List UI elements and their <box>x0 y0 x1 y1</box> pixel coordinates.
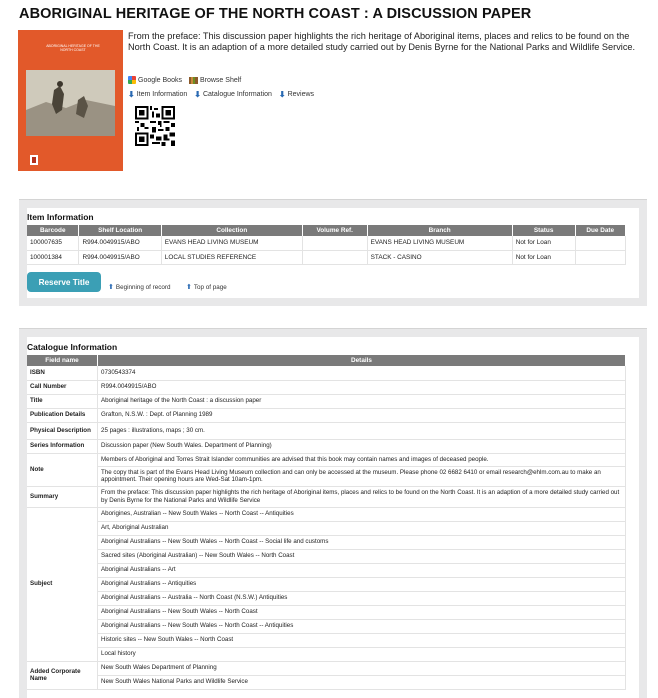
table-row <box>27 549 626 563</box>
arrow-down-icon: ⬇ <box>194 90 201 99</box>
links-row-external <box>128 76 248 84</box>
table-row <box>27 619 626 633</box>
table-row <box>27 577 626 591</box>
table-row: 100001384 R994.0049915/ABO LOCAL STUDIES REFERENCE STACK - CASINO Not for Loan <box>27 250 626 264</box>
google-icon <box>128 76 136 84</box>
col-barcode: Barcode <box>27 225 79 236</box>
table-row: Note Members of Aboriginal and Torres Strait Islander communities are advised that this book may contain names and images of deceased people. <box>27 453 626 466</box>
subject-link[interactable]: Aboriginal Australians -- Art <box>98 563 626 577</box>
table-row <box>27 521 626 535</box>
catalogue-information-heading: Catalogue Information <box>27 342 118 352</box>
table-row <box>27 591 626 605</box>
table-row: Summary From the preface: This discussion paper highlights the rich heritage of Aboriginal items, places and relics to be found on the North Coast. It is an adaption of a more detailed study carried out by Denis Byrne for the National Parks and Wildlife Service <box>27 486 626 507</box>
subject-link[interactable]: Historic sites -- New South Wales -- North Coast <box>98 633 626 647</box>
catalogue-table <box>27 355 626 690</box>
arrow-up-icon: ⬆ <box>186 284 192 291</box>
corporate-name-link[interactable]: New South Wales National Parks and Wildlife Service <box>98 675 626 689</box>
subject-link[interactable]: Aborigines, Australian -- New South Wales -- North Coast -- Antiquities <box>98 507 626 521</box>
reserve-title-button[interactable]: Reserve Title <box>27 272 101 292</box>
catalogue-information-link[interactable]: ⬇ Catalogue Information <box>194 90 272 99</box>
col-collection: Collection <box>161 225 302 236</box>
col-details: Details <box>98 355 626 366</box>
table-row: Series Information Discussion paper (New South Wales. Department of Planning) <box>27 439 626 453</box>
qr-code-icon <box>135 106 175 146</box>
subject-link[interactable]: Aboriginal Australians -- New South Wales -- North Coast <box>98 605 626 619</box>
table-row: Call Number R994.0049915/ABO <box>27 380 626 394</box>
cover-photo <box>26 70 115 136</box>
col-field-name: Field name <box>27 355 98 366</box>
reviews-link[interactable]: ⬇ Reviews <box>278 90 315 99</box>
corporate-name-link[interactable]: New South Wales Department of Planning <box>98 661 626 675</box>
table-row <box>27 647 626 661</box>
subject-link[interactable]: Art, Aboriginal Australian <box>98 521 626 535</box>
table-row: Publication Details Grafton, N.S.W. : Dept. of Planning 1989 <box>27 408 626 422</box>
preface-text: From the preface: This discussion paper highlights the rich heritage of Aboriginal items, places and relics to be found on the North Coast. It is an adaption of a more detailed study carried out by Denis Byrne for the National Parks and Wildlife Service. <box>128 31 636 53</box>
col-due-date: Due Date <box>575 225 625 236</box>
table-row <box>27 633 626 647</box>
browse-shelf-link[interactable]: Browse Shelf <box>189 77 241 84</box>
arrow-up-icon: ⬆ <box>108 284 114 291</box>
book-cover-image[interactable] <box>18 30 123 171</box>
subject-link[interactable]: Aboriginal Australians -- New South Wales -- North Coast -- Social life and customs <box>98 535 626 549</box>
arrow-down-icon: ⬇ <box>128 90 135 99</box>
beginning-of-record-link[interactable]: ⬆ Beginning of record <box>108 283 171 291</box>
links-row-sections <box>128 90 321 99</box>
table-row <box>27 605 626 619</box>
col-shelf-location: Shelf Location <box>79 225 161 236</box>
table-row: Title Aboriginal heritage of the North Coast : a discussion paper <box>27 394 626 408</box>
table-row: ISBN 0730543374 <box>27 366 626 380</box>
table-row <box>27 535 626 549</box>
page-title: ABORIGINAL HERITAGE OF THE NORTH COAST : A DISCUSSION PAPER <box>19 6 532 22</box>
cover-title: ABORIGINAL HERITAGE OF THE NORTH COAST <box>46 44 100 52</box>
top-of-page-link[interactable]: ⬆ Top of page <box>186 283 227 291</box>
col-volume-ref: Volume Ref. <box>302 225 367 236</box>
table-row: Subject Aborigines, Australian -- New South Wales -- North Coast -- Antiquities <box>27 507 626 521</box>
item-information-heading: Item Information <box>27 212 94 222</box>
subject-link[interactable]: Aboriginal Australians -- Antiquities <box>98 577 626 591</box>
table-row: The copy that is part of the Evans Head Living Museum collection and can only be accessed at the museum. Please phone 02 6682 6410 or email research@ehlm.com.au to make an appointment. Their opening hours are Wed-Sat 10am-1pm. <box>27 466 626 486</box>
item-information-link[interactable]: ⬇ Item Information <box>128 90 188 99</box>
subject-link[interactable]: Local history <box>98 647 626 661</box>
subject-link[interactable]: Aboriginal Australians -- Australia -- North Coast (N.S.W.) Antiquities <box>98 591 626 605</box>
shelf-icon <box>189 77 198 84</box>
subject-link[interactable]: Sacred sites (Aboriginal Australian) -- New South Wales -- North Coast <box>98 549 626 563</box>
google-books-link[interactable]: Google Books <box>128 76 182 84</box>
item-table <box>27 225 626 265</box>
arrow-down-icon: ⬇ <box>278 90 286 99</box>
table-row <box>27 675 626 689</box>
cover-logo <box>30 155 38 165</box>
subject-link[interactable]: Aboriginal Australians -- New South Wales -- North Coast -- Antiquities <box>98 619 626 633</box>
col-branch: Branch <box>367 225 512 236</box>
table-row <box>27 563 626 577</box>
table-row: Added Corporate Name New South Wales Department of Planning <box>27 661 626 675</box>
table-row: Physical Description 25 pages : illustrations, maps ; 30 cm. <box>27 422 626 439</box>
table-row: 100007635 R994.0049915/ABO EVANS HEAD LIVING MUSEUM EVANS HEAD LIVING MUSEUM Not for Loan <box>27 236 626 250</box>
col-status: Status <box>512 225 575 236</box>
